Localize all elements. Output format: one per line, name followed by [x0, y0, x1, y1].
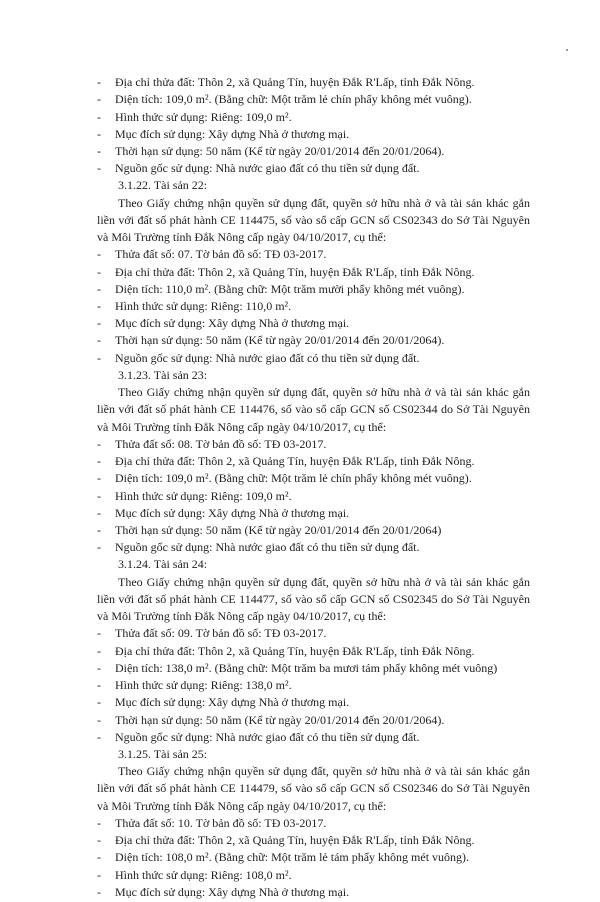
- bullet-dash: -: [97, 884, 101, 899]
- bullet-item: [97, 693, 600, 712]
- bullet-text: Nguồn gốc sử dụng: Nhà nước giao đất có thu tiền sử dụng đất.: [115, 729, 420, 744]
- bullet-dash: -: [97, 436, 101, 451]
- paragraph-line: Theo Giấy chứng nhận quyền sử dụng đất, quyền sở hữu nhà ở và tài sản khác gắn: [118, 385, 530, 400]
- bullet-text: Hình thức sử dụng: Riêng: 109,0 m².: [115, 109, 292, 124]
- scan-speck: [566, 49, 568, 51]
- bullet-item: [97, 883, 600, 902]
- bullet-dash: -: [97, 454, 101, 469]
- bullet-item: [97, 728, 600, 747]
- section-heading: 3.1.23. Tài sản 23:: [118, 367, 208, 382]
- bullet-dash: -: [97, 729, 101, 744]
- bullet-text: Địa chỉ thửa đất: Thôn 2, xã Quảng Tín, huyện Đắk R'Lấp, tỉnh Đắk Nông.: [115, 454, 475, 469]
- bullet-item: [97, 848, 600, 867]
- bullet-dash: -: [97, 815, 101, 830]
- bullet-dash: -: [97, 626, 101, 641]
- bullet-item: [97, 866, 600, 885]
- section-heading: 3.1.24. Tài sản 24:: [118, 557, 208, 572]
- bullet-item: [97, 280, 600, 299]
- bullet-item: [97, 814, 600, 833]
- bullet-item: [97, 73, 600, 92]
- paragraph-line: liền với đất số phát hành CE 114475, số vào sổ cấp GCN số CS02343 do Sở Tài Nguyên: [97, 212, 530, 227]
- bullet-item: [97, 538, 600, 557]
- bullet-text: Địa chỉ thửa đất: Thôn 2, xã Quảng Tín, huyện Đắk R'Lấp, tỉnh Đắk Nông.: [115, 75, 475, 89]
- paragraph-line: Theo Giấy chứng nhận quyền sử dụng đất, quyền sở hữu nhà ở và tài sản khác gắn: [118, 195, 530, 210]
- bullet-text: Mục đích sử dụng: Xây dựng Nhà ở thương mại.: [115, 884, 350, 899]
- bullet-dash: -: [97, 678, 101, 693]
- bullet-dash: -: [97, 281, 101, 296]
- bullet-dash: -: [97, 143, 101, 158]
- bullet-item: [97, 314, 600, 333]
- bullet-item: [97, 125, 600, 144]
- bullet-dash: -: [97, 350, 101, 365]
- paragraph-line: liền với đất số phát hành CE 114477, số vào sổ cấp GCN số CS02345 do Sở Tài Nguyên: [97, 591, 530, 606]
- bullet-item: [97, 245, 600, 264]
- bullet-dash: -: [97, 299, 101, 313]
- bullet-dash: -: [97, 850, 101, 865]
- bullet-text: Hình thức sử dụng: Riêng: 110,0 m².: [115, 299, 292, 313]
- bullet-text: Địa chỉ thửa đất: Thôn 2, xã Quảng Tín, huyện Đắk R'Lấp, tỉnh Đắk Nông.: [115, 643, 475, 658]
- bullet-dash: -: [97, 247, 101, 262]
- bullet-text: Nguồn gốc sử dụng: Nhà nước giao đất có thu tiền sử dụng đất.: [115, 350, 420, 365]
- bullet-item: [97, 659, 600, 678]
- bullet-dash: -: [97, 660, 101, 675]
- bullet-item: [97, 263, 600, 282]
- bullet-dash: -: [97, 316, 101, 331]
- bullet-dash: -: [97, 333, 101, 348]
- bullet-text: Diện tích: 109,0 m². (Bằng chữ: Một trăm lẻ chín phẩy không mét vuông).: [115, 92, 472, 107]
- bullet-item: [97, 349, 600, 368]
- bullet-item: [97, 142, 600, 161]
- bullet-text: Mục đích sử dụng: Xây dựng Nhà ở thương mại.: [115, 695, 350, 710]
- bullet-text: Nguồn gốc sử dụng: Nhà nước giao đất có thu tiền sử dụng đất.: [115, 161, 420, 176]
- paragraph-line: và Môi Trường tỉnh Đắk Nông cấp ngày 04/10/2017, cụ thể:: [97, 230, 387, 245]
- bullet-text: Mục đích sử dụng: Xây dựng Nhà ở thương mại.: [115, 316, 350, 331]
- bullet-text: Hình thức sử dụng: Riêng: 138,0 m².: [115, 678, 292, 693]
- bullet-dash: -: [97, 695, 101, 710]
- bullet-item: [97, 331, 600, 350]
- bullet-text: Thửa đất số: 08. Tờ bản đồ số: TĐ 03-2017.: [115, 436, 327, 451]
- paragraph-line: và Môi Trường tỉnh Đắk Nông cấp ngày 04/10/2017, cụ thể:: [97, 609, 387, 624]
- bullet-item: [97, 297, 600, 316]
- bullet-text: Thời hạn sử dụng: 50 năm (Kể từ ngày 20/01/2014 đến 20/01/2064).: [115, 333, 445, 348]
- bullet-dash: -: [97, 75, 101, 89]
- bullet-item: [97, 676, 600, 695]
- paragraph-line: liền với đất số phát hành CE 114479, số vào sổ cấp GCN số CS02346 do Sở Tài Nguyên: [97, 781, 530, 796]
- bullet-dash: -: [97, 643, 101, 658]
- bullet-text: Hình thức sử dụng: Riêng: 108,0 m².: [115, 867, 292, 882]
- section-heading: 3.1.22. Tài sản 22:: [118, 178, 208, 193]
- bullet-text: Diện tích: 109,0 m². (Bằng chữ: Một trăm lẻ chín phẩy không mét vuông).: [115, 471, 472, 486]
- bullet-item: [97, 159, 600, 178]
- bullet-item: [97, 108, 600, 127]
- bullet-text: Thửa đất số: 07. Tờ bản đồ số: TĐ 03-2017.: [115, 247, 327, 262]
- bullet-dash: -: [97, 523, 101, 537]
- section-heading: 3.1.25. Tài sản 25:: [118, 747, 208, 761]
- paragraph-line: Theo Giấy chứng nhận quyền sử dụng đất, quyền sở hữu nhà ở và tài sản khác gắn: [118, 574, 530, 589]
- bullet-text: Thời hạn sử dụng: 50 năm (Kể từ ngày 20/01/2014 đến 20/01/2064).: [115, 143, 445, 158]
- bullet-dash: -: [97, 833, 101, 848]
- bullet-item: [97, 452, 600, 471]
- bullet-text: Diện tích: 108,0 m². (Bằng chữ: Một trăm lẻ tám phẩy không mét vuông).: [115, 850, 470, 865]
- paragraph-line: liền với đất số phát hành CE 114476, số vào sổ cấp GCN số CS02344 do Sở Tài Nguyên: [97, 402, 530, 417]
- bullet-dash: -: [97, 505, 101, 520]
- bullet-dash: -: [97, 161, 101, 176]
- bullet-text: Thời hạn sử dụng: 50 năm (Kể từ ngày 20/01/2014 đến 20/01/2064).: [115, 712, 445, 727]
- bullet-item: [97, 624, 600, 643]
- bullet-item: [97, 487, 600, 506]
- bullet-text: Mục đích sử dụng: Xây dựng Nhà ở thương mại.: [115, 505, 350, 520]
- bullet-item: [97, 711, 600, 730]
- paragraph-line: Theo Giấy chứng nhận quyền sử dụng đất, quyền sở hữu nhà ở và tài sản khác gắn: [118, 764, 530, 779]
- bullet-text: Thửa đất số: 09. Tờ bản đồ số: TĐ 03-2017.: [115, 626, 327, 641]
- bullet-text: Địa chỉ thửa đất: Thôn 2, xã Quảng Tín, huyện Đắk R'Lấp, tỉnh Đắk Nông.: [115, 264, 475, 279]
- bullet-dash: -: [97, 126, 101, 141]
- bullet-text: Diện tích: 110,0 m². (Bằng chữ: Một trăm mười phẩy không mét vuông).: [115, 281, 465, 296]
- bullet-text: Nguồn gốc sử dụng: Nhà nước giao đất có thu tiền sử dụng đất.: [115, 540, 420, 555]
- bullet-text: Địa chỉ thửa đất: Thôn 2, xã Quảng Tín, huyện Đắk R'Lấp, tỉnh Đắk Nông.: [115, 833, 475, 848]
- bullet-item: [97, 435, 600, 454]
- paragraph-line: và Môi Trường tỉnh Đắk Nông cấp ngày 04/10/2017, cụ thể:: [97, 798, 387, 813]
- bullet-item: [97, 831, 600, 850]
- bullet-text: Thời hạn sử dụng: 50 năm (Kể từ ngày 20/01/2014 đến 20/01/2064): [115, 523, 442, 537]
- bullet-dash: -: [97, 92, 101, 107]
- bullet-dash: -: [97, 471, 101, 486]
- bullet-text: Mục đích sử dụng: Xây dựng Nhà ở thương mại.: [115, 126, 350, 141]
- bullet-text: Thửa đất số: 10. Tờ bản đồ số: TĐ 03-2017.: [115, 815, 327, 830]
- paragraph-line: và Môi Trường tỉnh Đắk Nông cấp ngày 04/10/2017, cụ thể:: [97, 419, 387, 434]
- bullet-dash: -: [97, 712, 101, 727]
- bullet-dash: -: [97, 540, 101, 555]
- bullet-dash: -: [97, 488, 101, 503]
- bullet-dash: -: [97, 867, 101, 882]
- bullet-dash: -: [97, 109, 101, 124]
- bullet-item: [97, 504, 600, 523]
- bullet-item: [97, 469, 600, 488]
- bullet-text: Hình thức sử dụng: Riêng: 109,0 m².: [115, 488, 292, 503]
- bullet-item: [97, 642, 600, 661]
- bullet-text: Diện tích: 138,0 m². (Bằng chữ: Một trăm ba mươi tám phẩy không mét vuông): [115, 660, 498, 675]
- bullet-item: [97, 90, 600, 109]
- bullet-item: [97, 521, 600, 540]
- bullet-dash: -: [97, 264, 101, 279]
